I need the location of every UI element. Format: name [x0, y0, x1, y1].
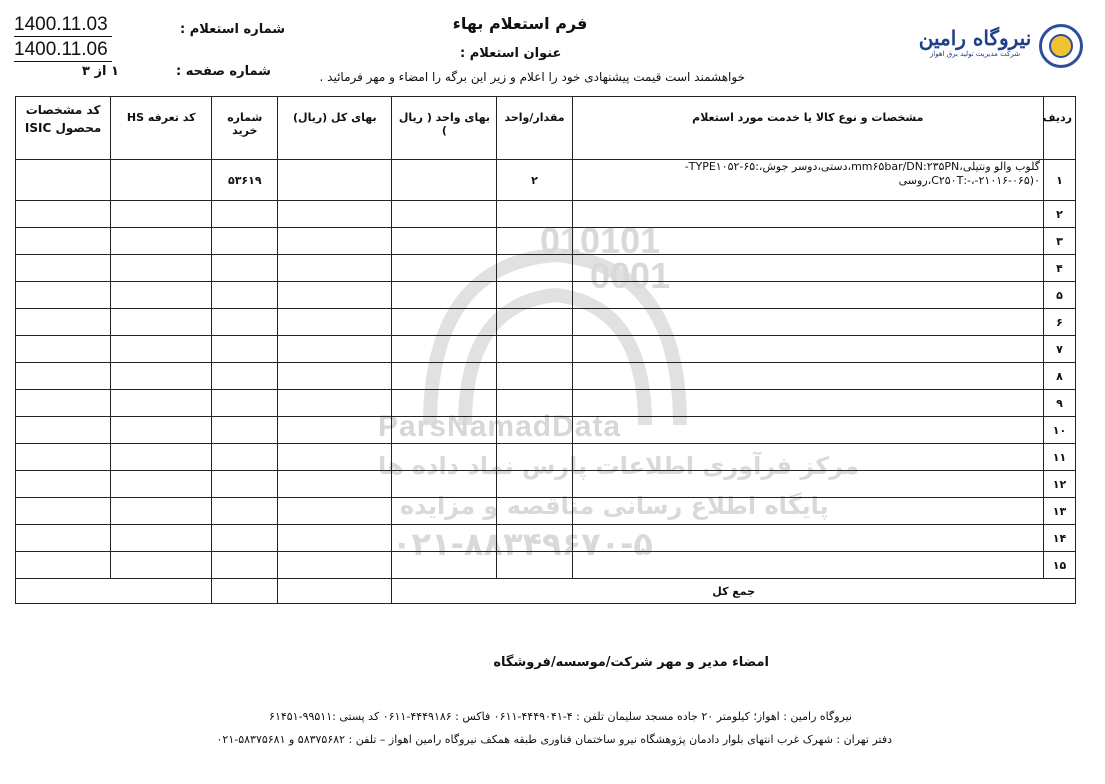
total-price-cell: [278, 228, 392, 255]
table-row: [16, 201, 1076, 228]
purchase-number: [212, 498, 278, 525]
total-price-cell: [278, 471, 392, 498]
table-row: [16, 309, 1076, 336]
row-number: ۱: [1043, 160, 1075, 201]
watermark-digits-1: 010101: [540, 220, 661, 261]
col-isic-line-1: کد مشخصات: [25, 103, 101, 117]
date-2: 1400.11.06: [14, 39, 112, 62]
total-price-cell: [278, 498, 392, 525]
hs-code-cell: [111, 471, 212, 498]
table-header-row: [16, 97, 1076, 160]
hs-code-cell: [111, 498, 212, 525]
hs-code-cell: [111, 336, 212, 363]
watermark-brand: ParsNamadData: [378, 410, 622, 443]
hs-code-cell: [111, 363, 212, 390]
watermark-phone: ۰۲۱-۸۸۳۴۹۶۷۰-۵: [392, 525, 653, 563]
hs-code-cell: [111, 417, 212, 444]
item-description: [572, 471, 1043, 498]
hs-code-cell: [111, 228, 212, 255]
unit-price-cell: [392, 525, 497, 552]
isic-code-cell: [16, 282, 111, 309]
watermark-digits-2: 0001: [590, 255, 671, 296]
isic-code-cell: [16, 471, 111, 498]
address-line-1: نیروگاه رامین : اهواز؛ کیلومتر ۲۰ جاده مسجد سلیمان تلفن : ۴-۴۴۴۹۰۴۱-۰۶۱۱ فاکس : ۴۴۴۹۱۸۶-۰۶۱۱ کد پستی :۹۹۵۱۱-۶۱۴۵۱: [269, 710, 852, 723]
row-number: ۵: [1043, 282, 1075, 309]
total-price-cell: [278, 255, 392, 282]
table-row: [16, 525, 1076, 552]
item-quantity: [497, 255, 572, 282]
page-number-value: ۱ از ۳: [82, 64, 119, 79]
item-quantity: [497, 363, 572, 390]
total-price-cell: [278, 444, 392, 471]
hs-code-cell: [111, 390, 212, 417]
inquiry-number-label: شماره استعلام :: [180, 22, 286, 37]
table-row: [16, 552, 1076, 579]
total-price-cell: [278, 336, 392, 363]
item-quantity: [497, 228, 572, 255]
isic-code-cell: [16, 160, 111, 201]
item-quantity: [497, 282, 572, 309]
col-isic-code: [16, 97, 111, 160]
signature-label: امضاء مدیر و مهر شرکت/موسسه/فروشگاه: [493, 655, 769, 670]
item-description: [572, 498, 1043, 525]
item-description: [572, 160, 1043, 201]
row-number: ۱۵: [1043, 552, 1075, 579]
table-row: [16, 228, 1076, 255]
watermark-line-1: مرکز فرآوری اطلاعات پارس نماد داده ها: [378, 452, 860, 480]
item-quantity: ۲: [497, 160, 572, 201]
item-quantity: [497, 336, 572, 363]
item-description-line-1: گلوب والو ونتیلی،mm۶۵bar/DN:۲۳۵PN،دستی،دوسر جوش،:TYPE۱۰۵۲-۶۵-: [684, 160, 1040, 173]
item-description: [572, 363, 1043, 390]
purchase-number: [212, 390, 278, 417]
isic-code-cell: [16, 390, 111, 417]
table-row: [16, 471, 1076, 498]
table-row: [16, 282, 1076, 309]
address-line-2: دفتر تهران : شهرک غرب انتهای بلوار دادمان پژوهشگاه نیرو ساختمان فناوری طبقه همکف نیروگاه رامین اهواز – تلفن : ۵۸۳۷۵۶۸۲ و ۵۸۳۷۵۶۸۱-۰۲۱: [216, 733, 892, 746]
item-description: [572, 309, 1043, 336]
unit-price-cell: [392, 160, 497, 201]
purchase-number: [212, 525, 278, 552]
item-quantity: [497, 444, 572, 471]
unit-price-cell: [392, 552, 497, 579]
isic-code-cell: [16, 201, 111, 228]
date-1: 1400.11.03: [14, 14, 112, 37]
table-row: [16, 390, 1076, 417]
table-row: [16, 160, 1076, 201]
table-row: [16, 255, 1076, 282]
total-price-cell: [278, 525, 392, 552]
row-number: ۱۱: [1043, 444, 1075, 471]
item-description: [572, 201, 1043, 228]
isic-code-cell: [16, 498, 111, 525]
purchase-number: [212, 471, 278, 498]
col-row: ردیف: [1043, 97, 1075, 160]
isic-code-cell: [16, 228, 111, 255]
unit-price-cell: [392, 363, 497, 390]
row-number: ۱۳: [1043, 498, 1075, 525]
total-price-sum: [278, 579, 392, 604]
table-row: [16, 417, 1076, 444]
item-description: [572, 552, 1043, 579]
col-total-price: بهای کل (ریال): [278, 97, 392, 160]
isic-code-cell: [16, 552, 111, 579]
item-description: [572, 336, 1043, 363]
item-quantity: [497, 471, 572, 498]
isic-code-cell: [16, 336, 111, 363]
item-quantity: [497, 417, 572, 444]
unit-price-cell: [392, 444, 497, 471]
row-number: ۱۴: [1043, 525, 1075, 552]
purchase-number: ۵۳۶۱۹: [212, 160, 278, 201]
isic-code-cell: [16, 309, 111, 336]
logo-subtitle: شرکت مدیریت تولید برق اهواز: [929, 50, 1021, 58]
inquiry-table: [15, 96, 1076, 604]
item-description: [572, 525, 1043, 552]
purchase-number: [212, 201, 278, 228]
page-number-label: شماره صفحه :: [176, 64, 271, 79]
hs-code-cell: [111, 201, 212, 228]
table-row: [16, 336, 1076, 363]
unit-price-cell: [392, 201, 497, 228]
unit-price-cell: [392, 228, 497, 255]
total-row: [16, 579, 1076, 604]
purchase-number: [212, 282, 278, 309]
row-number: ۶: [1043, 309, 1075, 336]
total-price-cell: [278, 282, 392, 309]
hs-code-cell: [111, 552, 212, 579]
purchase-number: [212, 363, 278, 390]
subject-label: عنوان استعلام :: [460, 46, 562, 61]
col-hs-code: کد تعرفه HS: [111, 97, 212, 160]
isic-code-cell: [16, 525, 111, 552]
total-price-cell: [278, 160, 392, 201]
purchase-number: [212, 444, 278, 471]
purchase-number: [212, 336, 278, 363]
item-quantity: [497, 552, 572, 579]
total-price-cell: [278, 309, 392, 336]
unit-price-cell: [392, 282, 497, 309]
item-description: [572, 417, 1043, 444]
isic-code-cell: [16, 363, 111, 390]
total-empty-1: [212, 579, 278, 604]
unit-price-cell: [392, 336, 497, 363]
company-logo: [915, 22, 1085, 74]
item-description: [572, 444, 1043, 471]
table-row: [16, 498, 1076, 525]
logo-name: نیروگاه رامین: [918, 26, 1032, 50]
item-description: [572, 282, 1043, 309]
total-price-cell: [278, 363, 392, 390]
total-price-cell: [278, 552, 392, 579]
isic-code-cell: [16, 255, 111, 282]
total-label: جمع کل: [392, 579, 1076, 604]
unit-price-cell: [392, 390, 497, 417]
purchase-number: [212, 417, 278, 444]
form-title: فرم استعلام بهاء: [452, 14, 588, 33]
item-description: [572, 390, 1043, 417]
item-quantity: [497, 390, 572, 417]
item-quantity: [497, 309, 572, 336]
table-row: [16, 363, 1076, 390]
purchase-number: [212, 552, 278, 579]
hs-code-cell: [111, 309, 212, 336]
total-price-cell: [278, 390, 392, 417]
table-row: [16, 444, 1076, 471]
unit-price-cell: [392, 498, 497, 525]
col-isic-line-2: محصول ISIC: [24, 121, 102, 135]
item-quantity: [497, 201, 572, 228]
row-number: ۳: [1043, 228, 1075, 255]
hs-code-cell: [111, 255, 212, 282]
purchase-number: [212, 255, 278, 282]
hs-code-cell: [111, 525, 212, 552]
item-quantity: [497, 525, 572, 552]
item-quantity: [497, 498, 572, 525]
col-description: مشخصات و نوع کالا یا خدمت مورد استعلام: [572, 97, 1043, 160]
logo-seal-icon: [1039, 24, 1083, 68]
isic-code-cell: [16, 417, 111, 444]
col-quantity: مقدار/واحد: [497, 97, 572, 160]
total-price-cell: [278, 201, 392, 228]
col-purchase-number: شماره خرید: [212, 97, 278, 160]
hs-code-cell: [111, 282, 212, 309]
date-stamps: [14, 14, 112, 64]
hs-code-cell: [111, 444, 212, 471]
item-description-line-2: ۰(۲۱۰۱۶-۰۶۵-،-:C۲۵۰T،روسی: [898, 174, 1040, 187]
total-price-cell: [278, 417, 392, 444]
watermark-line-2: پایگاه اطلاع رسانی مناقصه و مزایده: [400, 492, 829, 520]
row-number: ۱۰: [1043, 417, 1075, 444]
row-number: ۱۲: [1043, 471, 1075, 498]
item-description: [572, 228, 1043, 255]
unit-price-cell: [392, 255, 497, 282]
hs-code-cell: [111, 160, 212, 201]
unit-price-cell: [392, 471, 497, 498]
row-number: ۸: [1043, 363, 1075, 390]
item-description: [572, 255, 1043, 282]
purchase-number: [212, 309, 278, 336]
row-number: ۴: [1043, 255, 1075, 282]
total-empty-2: [16, 579, 212, 604]
row-number: ۲: [1043, 201, 1075, 228]
row-number: ۷: [1043, 336, 1075, 363]
request-text: خواهشمند است قیمت پیشنهادی خود را اعلام و زیر این برگه را امضاء و مهر فرمائید .: [319, 70, 745, 84]
unit-price-cell: [392, 417, 497, 444]
col-unit-price: بهای واحد ( ریال ): [392, 97, 497, 160]
isic-code-cell: [16, 444, 111, 471]
row-number: ۹: [1043, 390, 1075, 417]
purchase-number: [212, 228, 278, 255]
unit-price-cell: [392, 309, 497, 336]
